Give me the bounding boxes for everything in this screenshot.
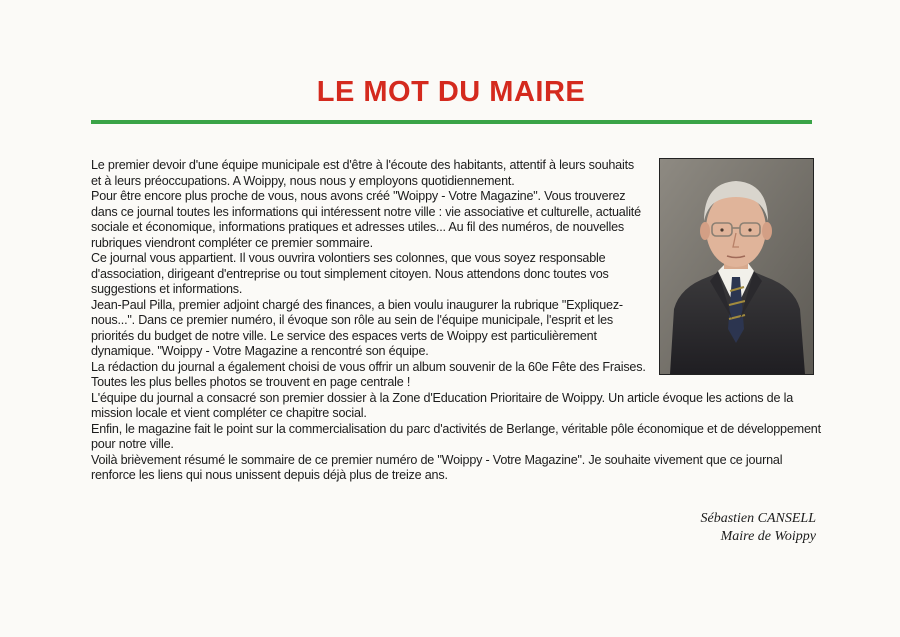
paragraph: Pour être encore plus proche de vous, nous avons créé "Woippy - Votre Magazine". Vous trouverez dans ce journal toutes les informations qui intéressent notre ville : vie associative et culturelle, actualité sociale et économique, informations pratiques et adresses utiles... Au fil des numéros, de nouvelles rubriques viendront compléter ce premier sommaire. bbox=[91, 189, 641, 250]
text-column-beside-photo bbox=[91, 158, 647, 391]
paragraph: L'équipe du journal a consacré son premier dossier à la Zone d'Education Prioritaire de Woippy. Un article évoque les actions de la mission locale et vient compléter ce chapitre social. bbox=[91, 390, 793, 420]
signature-role: Maire de Woippy bbox=[720, 529, 816, 544]
paragraph: Enfin, le magazine fait le point sur la commercialisation du parc d'activités de Berlange, véritable pôle économique et de développement pour notre ville. bbox=[91, 421, 821, 451]
page-title: LE MOT DU MAIRE bbox=[316, 76, 586, 108]
paragraph: Voilà brièvement résumé le sommaire de ce premier numéro de "Woippy - Votre Magazine". Je souhaite vivement que ce journal renforce les liens qui nous unissent depuis déjà plus de treize ans. bbox=[91, 452, 783, 482]
signature-name: Sébastien CANSELL bbox=[700, 511, 816, 526]
signature-block bbox=[560, 510, 816, 546]
paragraph: Le premier devoir d'une équipe municipale est d'être à l'écoute des habitants, attentif à leurs souhaits et à leurs préoccupations. A Woippy, nous nous y employons quotidiennement. bbox=[91, 158, 634, 188]
paragraph: Jean-Paul Pilla, premier adjoint chargé des finances, a bien voulu inaugurer la rubrique "Expliquez-nous...". Dans ce premier numéro, il évoque son rôle au sein de l'équipe municipale, l'esprit et les priorités du budget de notre ville. Le service des espaces verts de Woippy est particulièrement dynamique. "Woippy - Votre Magazine a rencontré son équipe. bbox=[91, 297, 623, 358]
paragraph: Ce journal vous appartient. Il vous ouvrira volontiers ses colonnes, que vous soyez responsable d'association, dirigeant d'entreprise ou tout simplement citoyen. Nous attendons donc toutes vos suggestions et informations. bbox=[91, 251, 609, 296]
green-divider bbox=[91, 120, 812, 124]
paragraph: La rédaction du journal a également choisi de vous offrir un album souvenir de la 60e Fête des Fraises. Toutes les plus belles photos se trouvent en page centrale ! bbox=[91, 359, 646, 389]
editorial-text bbox=[91, 158, 821, 484]
